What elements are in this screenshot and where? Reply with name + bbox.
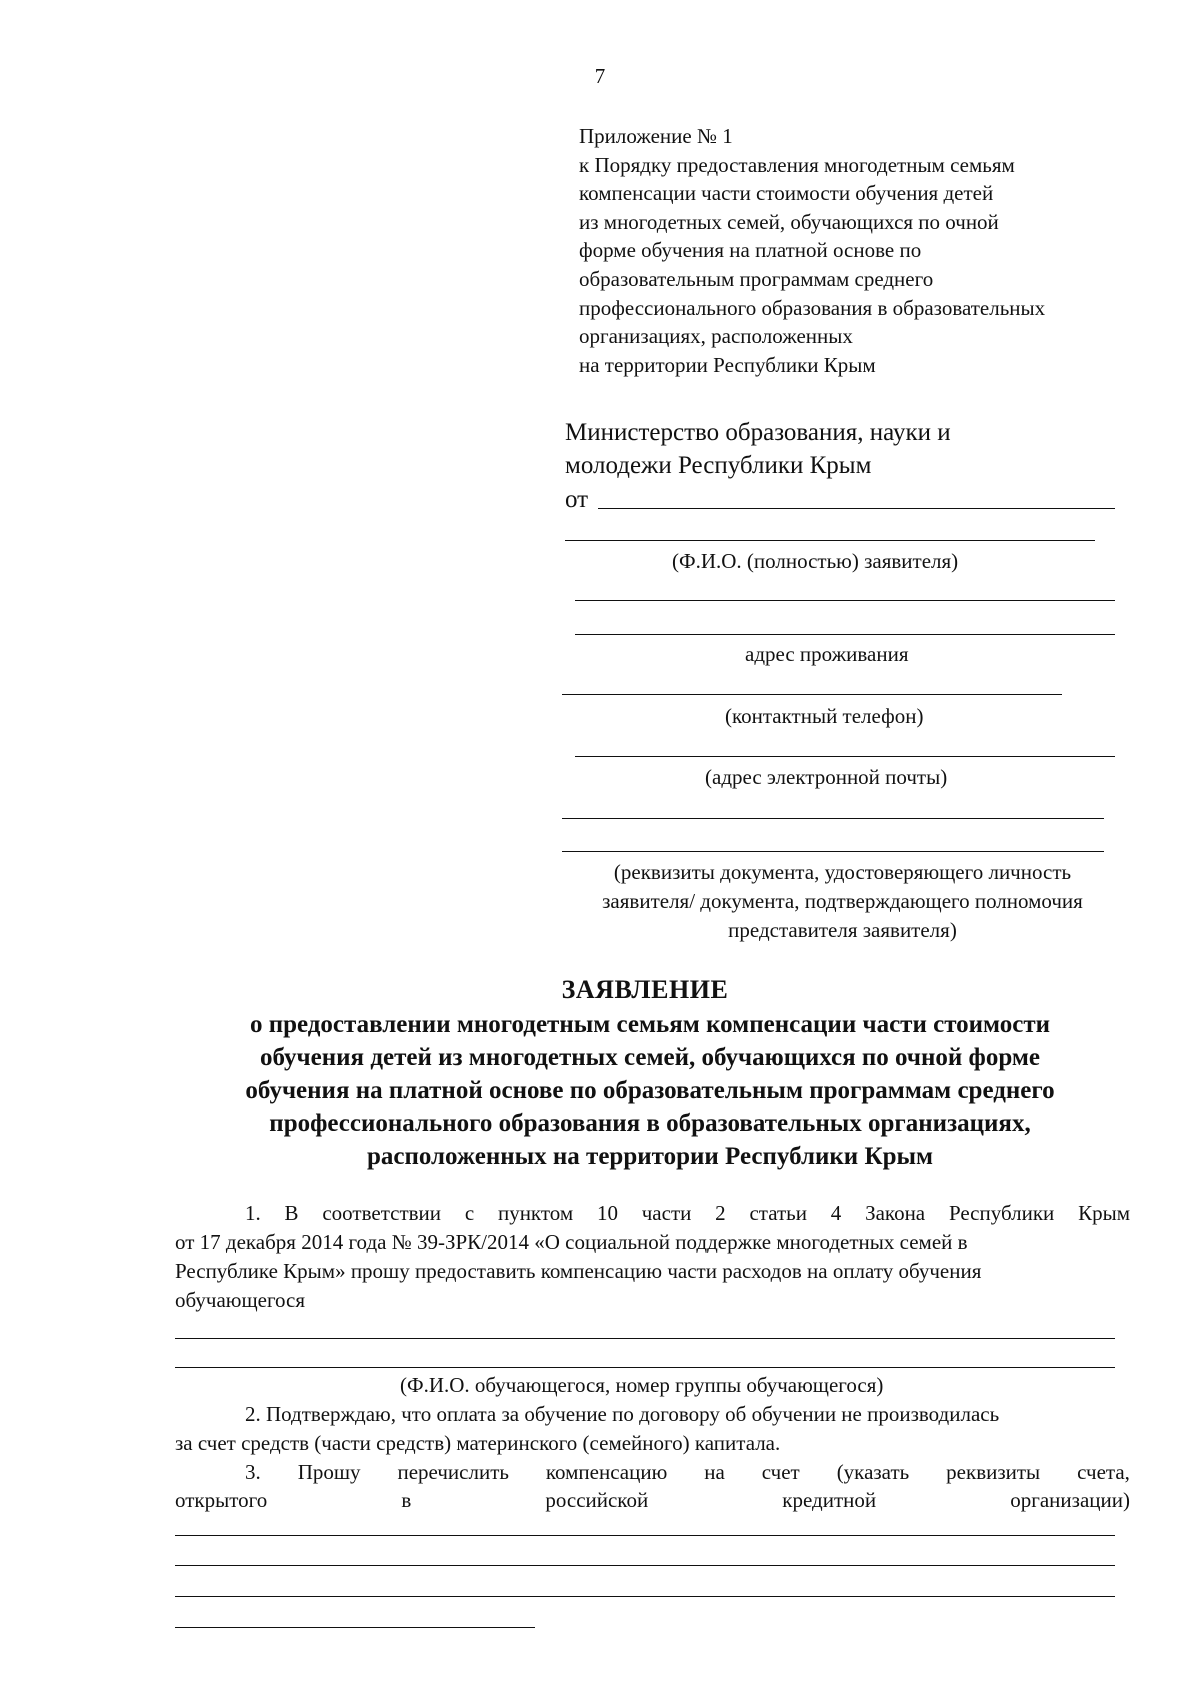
address-caption: адрес проживания [745,642,909,666]
word: организации) [1010,1488,1130,1512]
word: кредитной [782,1488,877,1512]
word: 4 [830,1201,842,1225]
appendix-line: образовательным программам среднего [579,266,934,291]
paragraph2-line2: за счет средств (части средств) материнского (семейного) капитала. [175,1431,781,1455]
appendix-line: Приложение № 1 [579,124,733,148]
word: счет [761,1460,800,1484]
addressee-block [565,416,951,482]
account-line-2[interactable] [175,1565,1115,1566]
word: перечислить [397,1460,509,1484]
paragraph1-line4: обучающегося [175,1288,306,1312]
applicant-name-line[interactable] [565,540,1095,541]
phone-field-line[interactable] [562,694,1062,695]
word: в [401,1488,412,1512]
applicant-name-caption: (Ф.И.О. (полностью) заявителя) [672,549,959,573]
account-line-1[interactable] [175,1535,1115,1536]
document-caption-line: представителя заявителя) [728,918,957,942]
word: (указать [836,1460,910,1484]
appendix-line: профессионального образования в образовательных [579,295,1046,320]
word: 3. [245,1460,261,1484]
word: Республики [948,1201,1055,1225]
document-caption-line: заявителя/ документа, подтверждающего полномочия [602,889,1083,913]
document-line-1[interactable] [562,818,1104,819]
word: пунктом [497,1201,574,1225]
addressee-line: Министерство образования, науки и [565,419,951,446]
appendix-line: форме обучения на платной основе по [579,238,922,263]
account-line-3[interactable] [175,1596,1115,1597]
subtitle-line: расположенных на территории Республики Крым [366,1143,934,1170]
appendix-header [579,122,1045,379]
subtitle-line: профессионального образования в образовательных организациях, [269,1110,1031,1137]
word: на [704,1460,725,1484]
document-title: ЗАЯВЛЕНИЕ [561,975,729,1004]
word: реквизиты [946,1460,1041,1484]
student-caption: (Ф.И.О. обучающегося, номер группы обучающегося) [400,1373,884,1397]
email-field-line[interactable] [575,756,1115,757]
appendix-line: на территории Республики Крым [579,352,876,377]
email-caption: (адрес электронной почты) [705,765,948,789]
word: 10 [596,1201,618,1225]
word: Прошу [297,1460,361,1484]
paragraph1-line3: Республике Крым» прошу предоставить компенсацию части расходов на оплату обучения [175,1259,982,1283]
paragraph2-line1: 2. Подтверждаю, что оплата за обучение по договору об обучении не производилась [245,1402,1000,1426]
paragraph3-line1 [245,1460,1130,1485]
from-label: от [565,486,589,513]
appendix-line: из многодетных семей, обучающихся по очной [579,209,999,234]
student-field-line-1[interactable] [175,1338,1115,1339]
address-line-1[interactable] [575,600,1115,601]
word: 2 [715,1201,726,1225]
document-line-2[interactable] [562,851,1104,852]
document-caption [560,858,1125,945]
word: соответствии [322,1201,442,1225]
word: В [284,1201,299,1225]
word: Закона [865,1201,926,1225]
word: открытого [175,1488,268,1512]
subtitle-line: о предоставлении многодетным семьям компенсации части стоимости [249,1011,1051,1038]
word: российской [545,1488,649,1512]
student-field-line-2[interactable] [175,1367,1115,1368]
word: с [464,1201,475,1225]
phone-caption: (контактный телефон) [725,704,924,728]
word: компенсацию [545,1460,668,1484]
paragraph3-line2 [175,1488,1130,1513]
document-caption-line: (реквизиты документа, удостоверяющего личность [613,860,1072,884]
paragraph1-line1 [245,1201,1130,1226]
appendix-line: компенсации части стоимости обучения детей [579,181,994,206]
word: Крым [1078,1201,1130,1225]
page-number: 7 [594,64,606,88]
address-line-2[interactable] [575,634,1115,635]
document-subtitle [170,1008,1130,1173]
addressee-line: молодежи Республики Крым [565,452,872,479]
appendix-line: к Порядку предоставления многодетным семьям [579,152,1015,177]
word: статьи [749,1201,807,1225]
subtitle-line: обучения детей из многодетных семей, обучающихся по очной форме [260,1044,1040,1071]
word: счета, [1077,1460,1130,1484]
word: части [641,1201,692,1225]
appendix-line: организациях, расположенных [579,324,853,349]
paragraph1-line2: от 17 декабря 2014 года № 39-ЗРК/2014 «О социальной поддержке многодетных семей в [175,1230,968,1254]
from-field-line[interactable] [598,508,1115,509]
account-line-4[interactable] [175,1627,535,1628]
subtitle-line: обучения на платной основе по образовательным программам среднего [245,1077,1055,1104]
word: 1. [245,1201,261,1225]
